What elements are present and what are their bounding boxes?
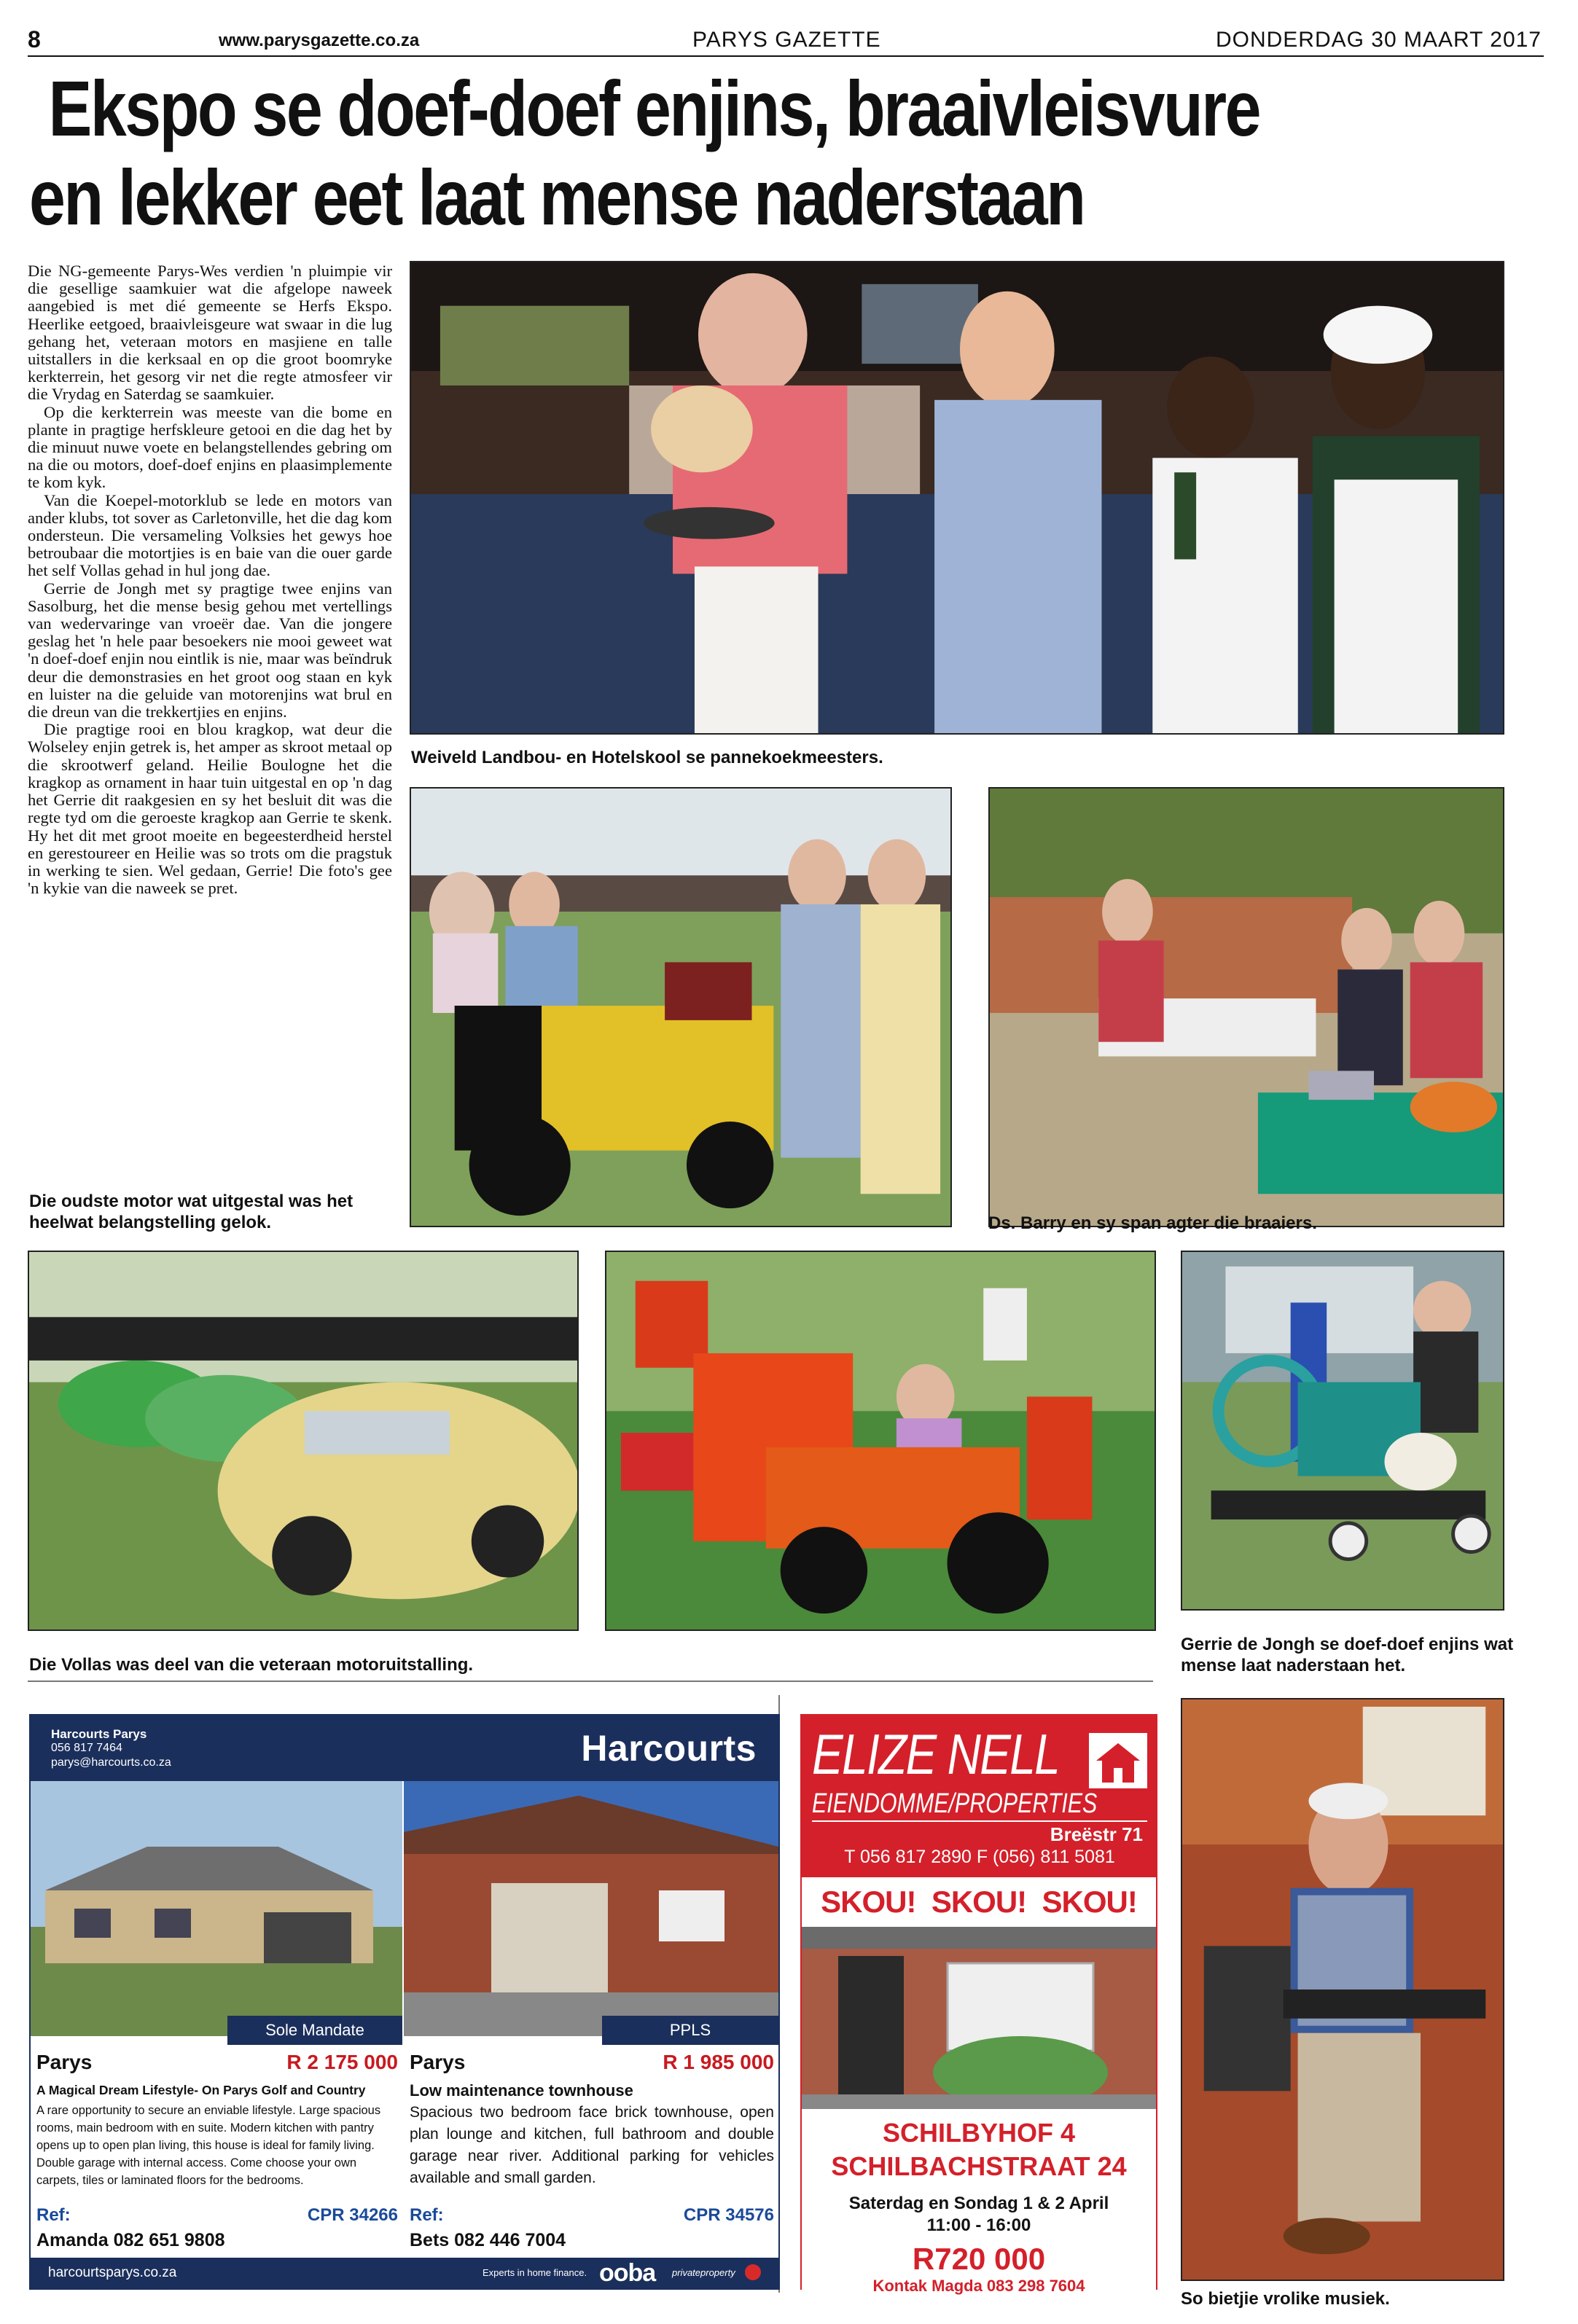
elize-venue-2: SCHILBACHSTRAAT 24	[831, 2151, 1127, 2181]
listing1-agent: Amanda 082 651 9808	[36, 2230, 225, 2250]
listing1-price: R 2 175 000	[286, 2051, 398, 2073]
photo-engines	[1181, 1251, 1504, 1611]
listing2-ref: CPR 34576	[683, 2205, 774, 2225]
harcourts-website: harcourtsparys.co.za	[48, 2265, 177, 2280]
listing2-ref-label: Ref:	[410, 2205, 444, 2225]
paragraph-3: Van die Koepel-motorklub se lede en motors van ander klubs, tot sover as Carletonville, het die dag kom ondersteun. Die versameling Volksies het gewys hoe betroubaar die motortjies is en baie van die ouer garde het self Vollas gehad in hul jong dae.	[28, 490, 392, 580]
elize-phones: T 056 817 2890 F (056) 811 5081	[844, 1847, 1115, 1867]
website: www.parysgazette.co.za	[219, 31, 420, 50]
caption-vollas: Die Vollas was deel van die veteraan motoruitstalling.	[29, 1655, 474, 1675]
issue-date: DONDERDAG 30 MAART 2017	[1215, 28, 1542, 52]
listing2-tag: PPLS	[602, 2016, 778, 2045]
paragraph-5: Die pragtige rooi en blou kragkop, wat deur die Wolseley enjin getrek is, het amper as skroot metaal op die skrootwerf geland. Heilie Boulogne het die kragkop as ornament in haar tuin uitgestal en op 'n dag het Gerrie dit raakgesien en sy het besluit dit was die regte tyd om die geroeste kragkop aan Gerrie te skenk. Hy het dit met groot moeite en begeesterdheid herstel en gerestoureer en Heilie was so trots om die pragstuk in werking te sien. Wel gedaan, Gerrie! Die foto's gee 'n kykie van die naweek se pret.	[28, 720, 392, 898]
listing2-agent: Bets 082 446 7004	[410, 2230, 566, 2250]
elize-times: 11:00 - 16:00	[926, 2215, 1031, 2235]
caption-braai-team: Ds. Barry en sy span agter die braaiers.	[988, 1213, 1317, 1233]
paragraph-1: Die NG-gemeente Parys-Wes verdien 'n pluimpie vir die gesellige saamkuier wat die afgelope naweek aangebied is met dié gemeente se Herfs Ekspo. Heerlike eetgoed, braaivleisgeure wat swaar in die lug gehang het, veteraan motors en masjiene en talle uitstallers in die kerksaal en op die groot boomryke kerkterrein, het gesorg vir net die regte atmosfeer vir die Vrydag en Saterdag se saamkuier.	[28, 262, 392, 404]
harcourts-office-name: Harcourts Parys	[51, 1727, 147, 1741]
section-divider	[28, 1681, 1153, 1682]
elize-contact: Kontak Magda 083 298 7604	[802, 2277, 1156, 2296]
listing1-ref-label: Ref:	[36, 2205, 71, 2225]
article-body	[28, 262, 392, 897]
headline	[29, 64, 1287, 242]
harcourts-footer-tagline: Experts in home finance.	[483, 2267, 587, 2278]
caption-oldest-car-line-2: heelwat belangstelling gelok.	[29, 1213, 272, 1232]
elize-property-photo	[802, 1927, 1156, 2109]
listing1-title: A Magical Dream Lifestyle- On Parys Golf and Country	[36, 2083, 366, 2097]
elize-header	[802, 1715, 1156, 1877]
photo-braai-team	[988, 787, 1504, 1227]
harcourts-header	[31, 1715, 778, 1781]
elize-brand: ELIZE NELL	[812, 1722, 1060, 1786]
listing2-town: Parys	[410, 2051, 466, 2073]
elize-address: Breëstr 71	[1050, 1823, 1143, 1845]
listing2-details	[410, 2051, 774, 2262]
listing1-town: Parys	[36, 2051, 93, 2073]
page-number: 8	[28, 26, 41, 52]
listing2-photo	[404, 1781, 778, 2036]
listing1-ref: CPR 34266	[307, 2205, 398, 2225]
harcourts-office-email: parys@harcourts.co.za	[51, 1756, 171, 1769]
caption-oldest-car-line-1: Die oudste motor wat uitgestal was het	[29, 1192, 354, 1211]
headline-line-1: Ekspo se doef-doef enjins, braaivleisvure	[48, 64, 1259, 152]
listing2-description: Spacious two bedroom face brick townhouse, open plan lounge and kitchen, full bathroom and double garage near river. Additional parking for vehicles available and small garden.	[410, 2104, 774, 2186]
elize-venue-1: SCHILBYHOF 4	[882, 2118, 1076, 2148]
caption-oldest-car	[29, 1191, 353, 1233]
caption-pancake-makers: Weiveld Landbou- en Hotelskool se pannekoekmeesters.	[411, 748, 883, 767]
photo-vollas	[28, 1251, 579, 1631]
caption-musician: So bietjie vrolike musiek.	[1181, 2289, 1390, 2309]
listing1-tag: Sole Mandate	[227, 2016, 402, 2045]
caption-engines-line-1: Gerrie de Jongh se doef-doef enjins wat	[1181, 1635, 1514, 1654]
photo-tractor	[605, 1251, 1156, 1631]
harcourts-footer	[31, 2258, 778, 2288]
photo-oldest-car	[410, 787, 952, 1227]
caption-engines-line-2: mense laat naderstaan het.	[1181, 1656, 1406, 1675]
caption-engines	[1181, 1634, 1513, 1676]
listing1-description: A rare opportunity to secure an enviable lifestyle. Large spacious rooms, main bedroom with en suite. Modern kitchen with pantry opens up to open plan living, this house is ideal for family living. Double garage with internal access. Come choose your own carpets, tiles or laminated floors for the bedrooms.	[36, 2103, 381, 2187]
house-logo-icon	[1089, 1733, 1147, 1788]
elize-subtitle: EIENDOMME/PROPERTIES	[812, 1788, 1098, 1819]
listing1-photo	[31, 1781, 402, 2036]
private-property-logo: privateproperty	[672, 2267, 735, 2278]
harcourts-logo: Harcourts	[581, 1728, 757, 1769]
paper-name: PARYS GAZETTE	[692, 28, 881, 52]
elize-dates: Saterdag en Sondag 1 & 2 April	[848, 2194, 1109, 2213]
elize-nell-ad	[800, 1714, 1157, 2295]
masthead-rule	[28, 55, 1544, 57]
harcourts-office-phone: 056 817 7464	[51, 1742, 122, 1754]
photo-pancake-makers	[410, 261, 1504, 735]
photo-musician	[1181, 1698, 1504, 2281]
paragraph-2: Op die kerkterrein was meeste van die bome en plante in pragtige herfskleure getooi en die dag het by die minuut nuwe voete en belangstellendes gebring om na die ou motors, doef-doef enjins en plaasimplemente te kom kyk.	[28, 402, 392, 492]
listing1-details	[36, 2051, 398, 2262]
ooba-logo: ooba	[599, 2259, 656, 2287]
listing2-title: Low maintenance townhouse	[410, 2081, 633, 2100]
harcourts-ad	[29, 1714, 780, 2290]
listing2-price: R 1 985 000	[663, 2051, 774, 2073]
elize-banner: SKOU! SKOU! SKOU!	[821, 1885, 1137, 1919]
paragraph-4: Gerrie de Jongh met sy pragtige twee enjins van Sasolburg, het die mense besig gehou met vertellings van wedervaringe van vroeër dae. Van die jongere geslag het 'n hele paar besoekers nie mooi geweet wat 'n doef-doef enjin nou eintlik is nie, maar was beïndruk deur die demonstrasies en het groot oog staan en kyk en luister na die geluide van motorenjins wat brul en die dreun van die trekkertjies en enjins.	[28, 579, 392, 721]
headline-line-2: en lekker eet laat mense naderstaan	[29, 153, 1085, 241]
elize-subtitle-rule	[812, 1820, 1147, 1822]
elize-price: R720 000	[912, 2242, 1046, 2276]
private-property-icon	[745, 2264, 761, 2280]
